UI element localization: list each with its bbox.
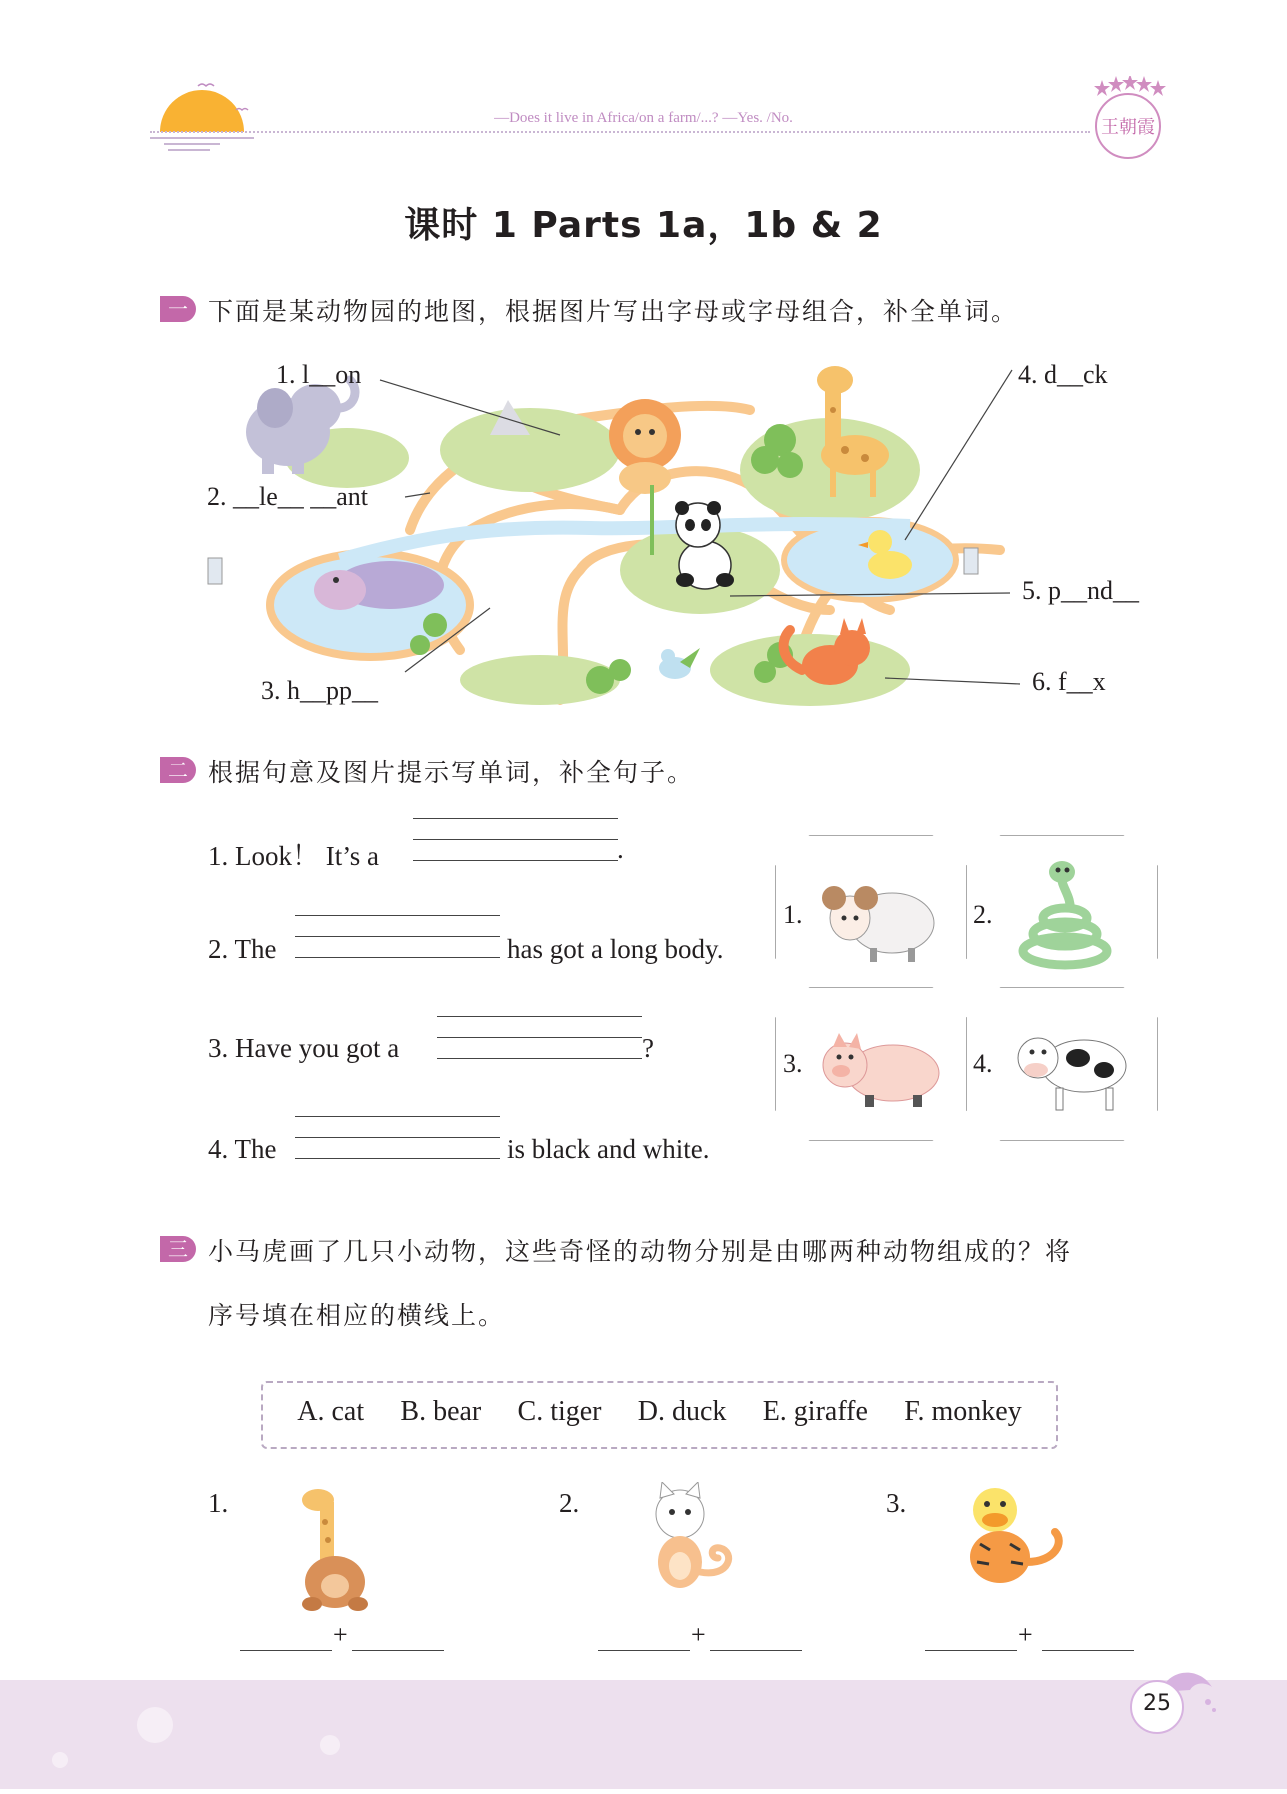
duck-tiger-icon <box>955 1482 1070 1592</box>
sheep-icon <box>820 868 940 968</box>
map-label-4: 4. d__ck <box>1018 360 1108 389</box>
section-2-badge: 二 <box>160 757 196 783</box>
footer-band <box>0 1680 1287 1789</box>
map-label-1: 1. l__on <box>276 360 362 389</box>
option-d: D. duck <box>637 1396 727 1427</box>
map-label-5: 5. p__nd__ <box>1022 576 1139 605</box>
page-title: 课时 1 Parts 1a，1b & 2 <box>404 205 883 246</box>
map-label-6: 6. f__x <box>1032 667 1106 696</box>
option-f: F. monkey <box>904 1396 1022 1427</box>
sentence-1-blank[interactable] <box>413 818 618 861</box>
snake-icon <box>1010 856 1120 971</box>
section-2-instruction: 根据句意及图片提示写单词，补全句子。 <box>208 758 695 787</box>
picture-number-4: 4. <box>973 1049 993 1078</box>
section-1-instruction: 下面是某动物园的地图，根据图片写出字母或字母组合，补全单词。 <box>208 297 1019 326</box>
answer-3b-line[interactable] <box>1042 1650 1134 1651</box>
svg-text:王朝霞: 王朝霞 <box>1101 117 1155 138</box>
picture-number-1: 1. <box>783 900 803 929</box>
header-divider <box>150 131 1090 133</box>
item-number-1: 1. <box>208 1488 229 1518</box>
answer-1-plus: + <box>333 1620 348 1649</box>
lion-icon <box>609 399 681 494</box>
sentence-2-blank[interactable] <box>295 915 500 958</box>
answer-2-plus: + <box>691 1620 706 1649</box>
zoo-map <box>190 350 1180 720</box>
answer-2b-line[interactable] <box>710 1650 802 1651</box>
options-list <box>261 1396 1058 1428</box>
sentence-2-end: has got a long body. <box>507 934 724 964</box>
item-number-2: 2. <box>559 1488 580 1518</box>
answer-3a-line[interactable] <box>925 1650 1017 1651</box>
cat-monkey-icon <box>640 1482 750 1602</box>
answer-1b-line[interactable] <box>352 1650 444 1651</box>
option-b: B. bear <box>400 1396 482 1427</box>
pig-icon <box>815 1025 945 1115</box>
picture-number-3: 3. <box>783 1049 803 1078</box>
section-3-instruction-line1: 小马虎画了几只小动物，这些奇怪的动物分别是由哪两种动物组成的？将 <box>208 1237 1073 1266</box>
section-3-badge: 三 <box>160 1236 196 1262</box>
cow-icon <box>1008 1018 1133 1118</box>
header-subtitle: —Does it live in Africa/on a farm/...? —Yes. /No. <box>494 110 793 126</box>
option-c: C. tiger <box>517 1396 602 1427</box>
option-a: A. cat <box>297 1396 365 1427</box>
section-3-instruction-line2: 序号填在相应的横线上。 <box>208 1301 506 1330</box>
section-1-badge: 一 <box>160 296 196 322</box>
map-label-2: 2. __le__ __ant <box>207 482 369 511</box>
answer-1a-line[interactable] <box>240 1650 332 1651</box>
sentence-1-end: . <box>617 834 624 864</box>
option-e: E. giraffe <box>762 1396 868 1427</box>
sentence-1-start: 1. Look！ It’s a <box>208 841 379 871</box>
sentence-4-start: 4. The <box>208 1134 277 1164</box>
item-number-3: 3. <box>886 1488 907 1518</box>
sentence-3-blank[interactable] <box>437 1016 642 1059</box>
page-number: 25 <box>1143 1691 1171 1716</box>
sentence-3-end: ? <box>642 1033 654 1063</box>
giraffe-bear-icon <box>290 1482 370 1612</box>
answer-2a-line[interactable] <box>598 1650 690 1651</box>
sentence-4-end: is black and white. <box>507 1134 710 1164</box>
answer-3-plus: + <box>1018 1620 1033 1649</box>
picture-number-2: 2. <box>973 900 993 929</box>
bird-icon <box>659 648 700 679</box>
map-label-3: 3. h__pp__ <box>261 676 378 705</box>
brand-seal-icon <box>1088 76 1168 166</box>
sentence-4-blank[interactable] <box>295 1116 500 1159</box>
sentence-2-start: 2. The <box>208 934 277 964</box>
sentence-3-start: 3. Have you got a <box>208 1033 400 1063</box>
